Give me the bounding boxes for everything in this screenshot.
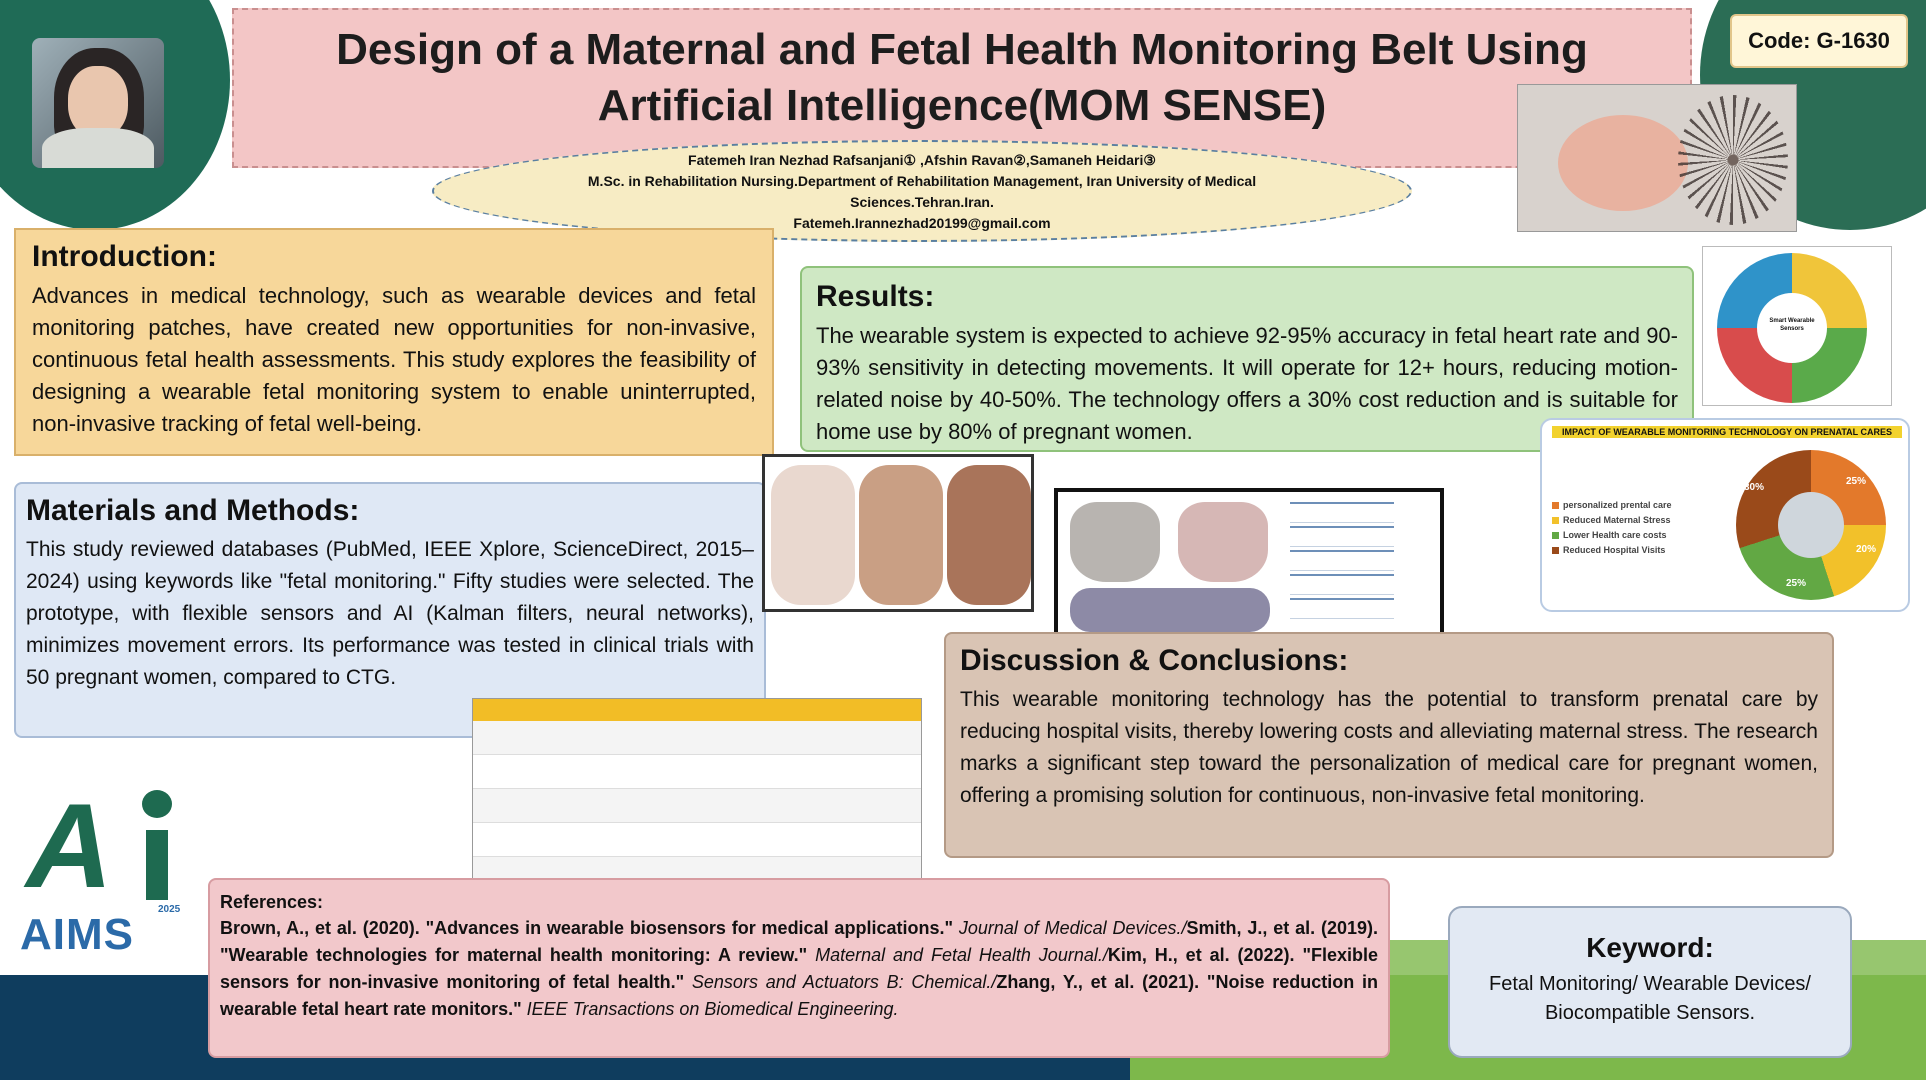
legend-item: Reduced Maternal Stress bbox=[1552, 513, 1672, 528]
torso-back-graphic bbox=[1178, 502, 1268, 582]
aims-logo: A AIMS 2025 bbox=[20, 779, 181, 959]
discussion-text: This wearable monitoring technology has the potential to transform prenatal care by reducing hospital visits, thereby lowering costs and alleviating maternal stress. The research marks a significant step toward the personalization of medical care for pregnant women, offering a promising solution for continuous, non-invasive fetal monitoring. bbox=[960, 688, 1818, 807]
signal-wave bbox=[1290, 502, 1394, 523]
keyword-line-1: Fetal Monitoring/ Wearable Devices/ bbox=[1489, 973, 1811, 995]
methods-heading: Materials and Methods: bbox=[26, 494, 360, 527]
pie-label: 25% bbox=[1846, 476, 1867, 487]
pie-label: 30% bbox=[1744, 482, 1765, 493]
pie-graphic bbox=[1736, 450, 1886, 600]
legend-item: Lower Health care costs bbox=[1552, 528, 1672, 543]
torso-front-graphic bbox=[1070, 502, 1160, 582]
signal-wave bbox=[1290, 598, 1394, 619]
signal-wave bbox=[1290, 574, 1394, 595]
belt-photo-3 bbox=[947, 465, 1031, 605]
references-text: Brown, A., et al. (2020). "Advances in wearable biosensors for medical applications." Journal of Medical Devices./Smith, J., et al. (2019). "Wearable technologies for maternal health monitoring: A review." Maternal and Fetal Health Journal./Kim, H., et al. (2022). "Flexible sensors for non-invasive monitoring of fetal health." Sensors and Actuators B: Chemical./Zhang, Y., et al. (2021). "Noise reduction in wearable fetal heart rate monitors." IEEE Transactions on Biomedical Engineering. bbox=[220, 918, 1379, 1019]
title-line-2: Artificial Intelligence(MOM SENSE) bbox=[597, 81, 1327, 130]
author-names: Fatemeh Iran Nezhad Rafsanjani① ,Afshin Ravan②,Samaneh Heidari③ bbox=[688, 152, 1156, 168]
pie-chart-title: IMPACT OF WEARABLE MONITORING TECHNOLOGY ON PRENATAL CARES bbox=[1552, 426, 1902, 438]
author-email: Fatemeh.Irannezhad20199@gmail.com bbox=[793, 215, 1051, 231]
discussion-section bbox=[944, 632, 1834, 858]
summary-table-figure bbox=[472, 698, 922, 896]
references-section bbox=[208, 878, 1390, 1058]
belt-photos-figure bbox=[762, 454, 1034, 612]
pie-label: 25% bbox=[1786, 578, 1807, 589]
keyword-line-2: Biocompatible Sensors. bbox=[1544, 1002, 1756, 1024]
pie-center-device bbox=[1778, 492, 1844, 558]
references-heading: References: bbox=[220, 892, 324, 912]
pie-label: 20% bbox=[1856, 544, 1877, 555]
pie-legend bbox=[1552, 498, 1672, 558]
keyword-heading: Keyword: bbox=[1586, 932, 1714, 963]
legend-item: Reduced Hospital Visits bbox=[1552, 543, 1672, 558]
wheel-center-label: Smart Wearable Sensors bbox=[1757, 293, 1827, 363]
methods-text: This study reviewed databases (PubMed, IEEE Xplore, ScienceDirect, 2015–2024) using keywords like "fetal monitoring." Fifty studies were selected. The prototype, with flexible sensors and AI (Kalman filters, neural networks), minimizes movement errors. Its performance was tested in clinical trials with 50 pregnant women, compared to CTG. bbox=[26, 538, 754, 689]
author-block bbox=[432, 140, 1412, 242]
introduction-section bbox=[14, 228, 774, 456]
keyword-section bbox=[1448, 906, 1852, 1058]
author-photo bbox=[32, 38, 164, 168]
belt-photo-2 bbox=[859, 465, 943, 605]
sensor-array-graphic bbox=[1070, 588, 1270, 632]
introduction-heading: Introduction: bbox=[32, 240, 217, 273]
results-heading: Results: bbox=[816, 280, 935, 313]
affiliation-line-2: Sciences.Tehran.Iran. bbox=[850, 194, 994, 210]
introduction-text: Advances in medical technology, such as wearable devices and fetal monitoring patches, have created new opportunities for non-invasive, continuous fetal health assessments. This study explores the feasibility of designing a wearable fetal monitoring system to enable uninterrupted, non-invasive tracking of fetal well-being. bbox=[32, 283, 756, 436]
belt-photo-1 bbox=[771, 465, 855, 605]
wheel-graphic bbox=[1717, 253, 1867, 403]
legend-item: personalized prental care bbox=[1552, 498, 1672, 513]
discussion-heading: Discussion & Conclusions: bbox=[960, 644, 1349, 677]
sensor-layout-figure bbox=[1054, 488, 1444, 638]
smart-sensor-wheel-diagram bbox=[1702, 246, 1892, 406]
logo-year: 2025 bbox=[158, 904, 181, 915]
logo-text: AIMS bbox=[20, 910, 134, 959]
signal-wave bbox=[1290, 526, 1394, 547]
results-text: The wearable system is expected to achieve 92-95% accuracy in fetal heart rate and 90-93% sensitivity in detecting movements. It will operate for 12+ hours, reducing motion-related noise by 40-50%. The technology offers a 30% cost reduction and is suitable for home use by 80% of pregnant women. bbox=[816, 323, 1678, 444]
signal-wave bbox=[1290, 550, 1394, 571]
fetus-image bbox=[1517, 84, 1797, 232]
affiliation-line-1: M.Sc. in Rehabilitation Nursing.Department of Rehabilitation Management, Iran University of Medical bbox=[587, 173, 1257, 189]
poster-code: Code: G-1630 bbox=[1730, 14, 1908, 68]
title-line-1: Design of a Maternal and Fetal Health Monitoring Belt Using bbox=[336, 25, 1588, 74]
impact-pie-chart bbox=[1540, 418, 1910, 612]
